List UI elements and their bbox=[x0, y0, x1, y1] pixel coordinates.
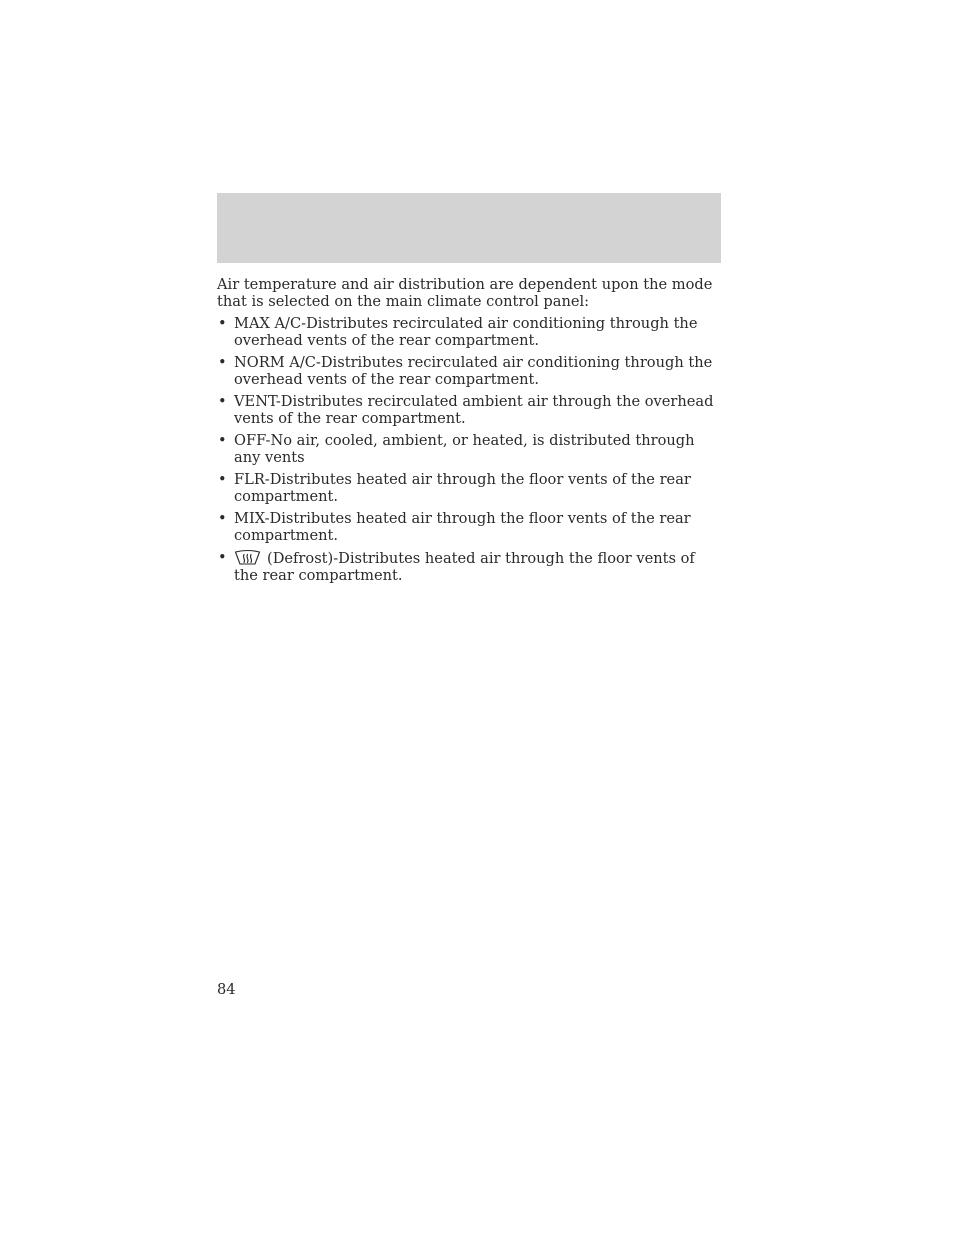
list-item-text: NORM A/C-Distributes recirculated air conditioning through the overhead vents of the rear compartment. bbox=[234, 354, 713, 388]
bullet-marker: • bbox=[218, 549, 227, 566]
list-item-text: FLR-Distributes heated air through the floor vents of the rear compartment. bbox=[234, 471, 691, 505]
list-item-text: (Defrost)-Distributes heated air through the floor vents of the rear compartment. bbox=[234, 550, 695, 584]
list-item-off bbox=[217, 432, 721, 466]
list-item-vent bbox=[217, 393, 721, 427]
bullet-marker: • bbox=[218, 315, 227, 332]
list-item-text: OFF-No air, cooled, ambient, or heated, is distributed through any vents bbox=[234, 432, 695, 466]
bullet-marker: • bbox=[218, 432, 227, 449]
list-item-mix bbox=[217, 510, 721, 544]
page-content bbox=[217, 276, 721, 589]
list-item-text: MIX-Distributes heated air through the floor vents of the rear compartment. bbox=[234, 510, 691, 544]
mode-list bbox=[217, 315, 721, 584]
list-item-defrost bbox=[217, 549, 721, 584]
bullet-marker: • bbox=[218, 393, 227, 410]
list-item-text: VENT-Distributes recirculated ambient air through the overhead vents of the rear compartment. bbox=[234, 393, 714, 427]
bullet-marker: • bbox=[218, 510, 227, 527]
bullet-marker: • bbox=[218, 354, 227, 371]
list-item-flr bbox=[217, 471, 721, 505]
intro-paragraph: Air temperature and air distribution are dependent upon the mode that is selected on the main climate control panel: bbox=[217, 276, 713, 310]
defrost-icon bbox=[234, 549, 261, 566]
section-header-band bbox=[217, 193, 721, 263]
list-item-max-ac bbox=[217, 315, 721, 349]
page-number: 84 bbox=[217, 981, 236, 998]
list-item-norm-ac bbox=[217, 354, 721, 388]
bullet-marker: • bbox=[218, 471, 227, 488]
list-item-text: MAX A/C-Distributes recirculated air conditioning through the overhead vents of the rear compartment. bbox=[234, 315, 698, 349]
